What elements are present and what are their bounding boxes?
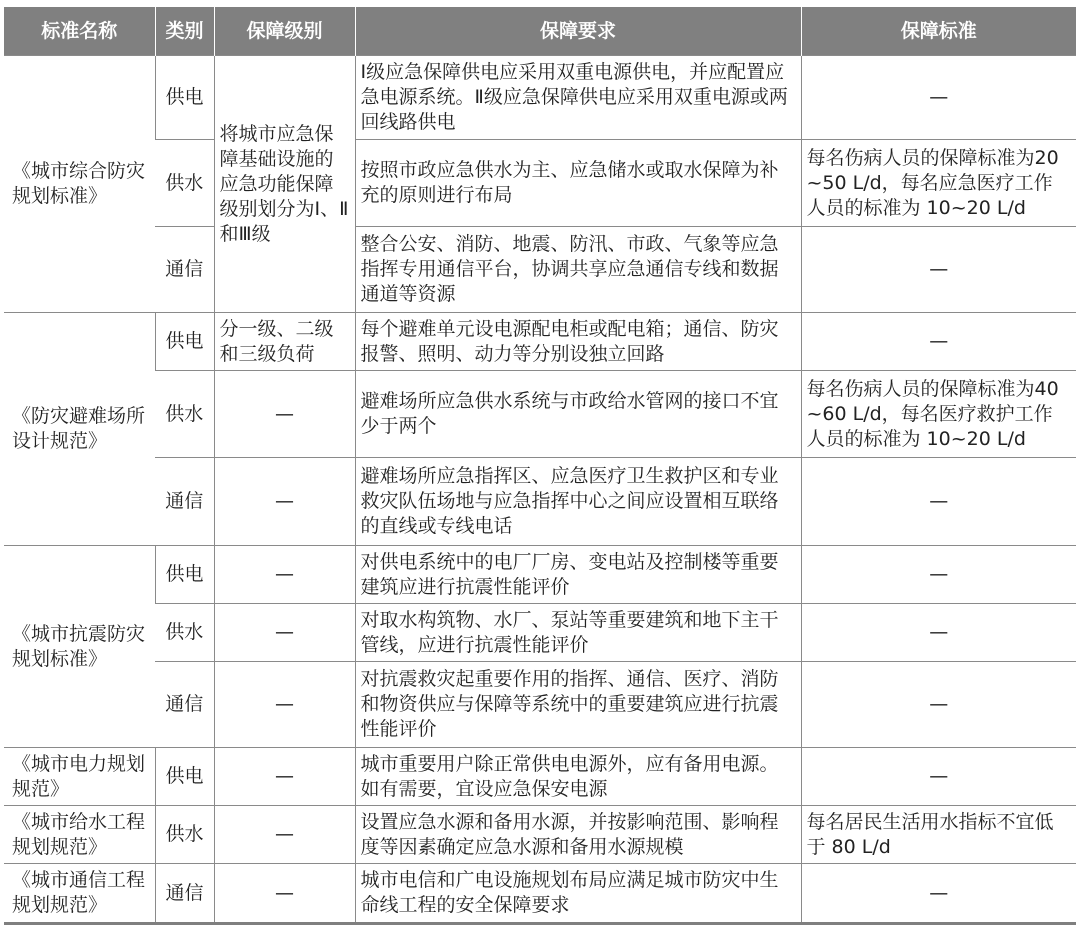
table-row	[4, 313, 1076, 371]
category-cell: 通信	[155, 662, 214, 748]
level-cell: —	[214, 748, 355, 806]
table-row	[4, 458, 1076, 546]
standard-value-cell: —	[801, 662, 1076, 748]
category-cell: 通信	[155, 227, 214, 313]
table-row	[4, 864, 1076, 924]
category-cell: 供电	[155, 546, 214, 604]
category-cell: 供水	[155, 371, 214, 458]
emergency-standards-table	[4, 7, 1076, 925]
category-cell: 通信	[155, 864, 214, 924]
standard-value-cell: —	[801, 56, 1076, 140]
table-row	[4, 806, 1076, 864]
header-row	[4, 7, 1076, 56]
standard-name-cell: 《城市电力规划规范》	[4, 748, 155, 806]
standard-value-cell: —	[801, 604, 1076, 662]
table-row	[4, 604, 1076, 662]
standard-name-cell: 《城市综合防灾规划标准》	[4, 56, 155, 313]
standard-name-cell: 《城市给水工程规划规范》	[4, 806, 155, 864]
table-header	[4, 7, 1076, 56]
level-cell: —	[214, 546, 355, 604]
header-standard: 保障标准	[801, 7, 1076, 56]
level-cell: —	[214, 662, 355, 748]
standard-value-cell: —	[801, 458, 1076, 546]
standard-value-cell: 每名居民生活用水指标不宜低于 80 L/d	[801, 806, 1076, 864]
category-cell: 供水	[155, 604, 214, 662]
category-cell: 供电	[155, 748, 214, 806]
category-cell: 通信	[155, 458, 214, 546]
category-cell: 供水	[155, 140, 214, 227]
header-name: 标准名称	[4, 7, 155, 56]
table-row	[4, 227, 1076, 313]
table-row	[4, 371, 1076, 458]
table-row	[4, 140, 1076, 227]
requirement-cell: 对取水构筑物、水厂、泵站等重要建筑和地下主干管线，应进行抗震性能评价	[355, 604, 801, 662]
standard-name-cell: 《城市抗震防灾规划标准》	[4, 546, 155, 748]
standard-value-cell: —	[801, 227, 1076, 313]
standard-value-cell: —	[801, 546, 1076, 604]
table-body	[4, 56, 1076, 924]
requirement-cell: 对供电系统中的电厂厂房、变电站及控制楼等重要建筑应进行抗震性能评价	[355, 546, 801, 604]
table-row	[4, 748, 1076, 806]
requirement-cell: 整合公安、消防、地震、防汛、市政、气象等应急指挥专用通信平台，协调共享应急通信专线和数据通道等资源	[355, 227, 801, 313]
table-row	[4, 56, 1076, 140]
table-row	[4, 546, 1076, 604]
level-cell: 将城市应急保障基础设施的应急功能保障级别划分为Ⅰ、Ⅱ和Ⅲ级	[214, 56, 355, 313]
category-cell: 供水	[155, 806, 214, 864]
level-cell: —	[214, 458, 355, 546]
standard-value-cell: —	[801, 313, 1076, 371]
standard-name-cell: 《城市通信工程规划规范》	[4, 864, 155, 924]
standard-value-cell: —	[801, 864, 1076, 924]
standard-value-cell: —	[801, 748, 1076, 806]
requirement-cell: 避难场所应急指挥区、应急医疗卫生救护区和专业救灾队伍场地与应急指挥中心之间应设置相互联络的直线或专线电话	[355, 458, 801, 546]
requirement-cell: 城市电信和广电设施规划布局应满足城市防灾中生命线工程的安全保障要求	[355, 864, 801, 924]
requirement-cell: 按照市政应急供水为主、应急储水或取水保障为补充的原则进行布局	[355, 140, 801, 227]
level-cell: —	[214, 371, 355, 458]
level-cell: —	[214, 604, 355, 662]
level-cell: —	[214, 806, 355, 864]
standard-name-cell: 《防灾避难场所设计规范》	[4, 313, 155, 546]
requirement-cell: 城市重要用户除正常供电电源外，应有备用电源。如有需要，宜设应急保安电源	[355, 748, 801, 806]
table-row	[4, 662, 1076, 748]
level-cell: 分一级、二级和三级负荷	[214, 313, 355, 371]
header-category: 类别	[155, 7, 214, 56]
header-level: 保障级别	[214, 7, 355, 56]
requirement-cell: 对抗震救灾起重要作用的指挥、通信、医疗、消防和物资供应与保障等系统中的重要建筑应进行抗震性能评价	[355, 662, 801, 748]
requirement-cell: 设置应急水源和备用水源，并按影响范围、影响程度等因素确定应急水源和备用水源规模	[355, 806, 801, 864]
requirement-cell: 每个避难单元设电源配电柜或配电箱；通信、防灾报警、照明、动力等分别设独立回路	[355, 313, 801, 371]
requirement-cell: 避难场所应急供水系统与市政给水管网的接口不宜少于两个	[355, 371, 801, 458]
standard-value-cell: 每名伤病人员的保障标准为20~50 L/d，每名应急医疗工作人员的标准为 10~20 L/d	[801, 140, 1076, 227]
header-requirement: 保障要求	[355, 7, 801, 56]
category-cell: 供电	[155, 56, 214, 140]
category-cell: 供电	[155, 313, 214, 371]
level-cell: —	[214, 864, 355, 924]
standard-value-cell: 每名伤病人员的保障标准为40~60 L/d，每名医疗救护工作人员的标准为 10~20 L/d	[801, 371, 1076, 458]
requirement-cell: Ⅰ级应急保障供电应采用双重电源供电，并应配置应急电源系统。Ⅱ级应急保障供电应采用双重电源或两回线路供电	[355, 56, 801, 140]
